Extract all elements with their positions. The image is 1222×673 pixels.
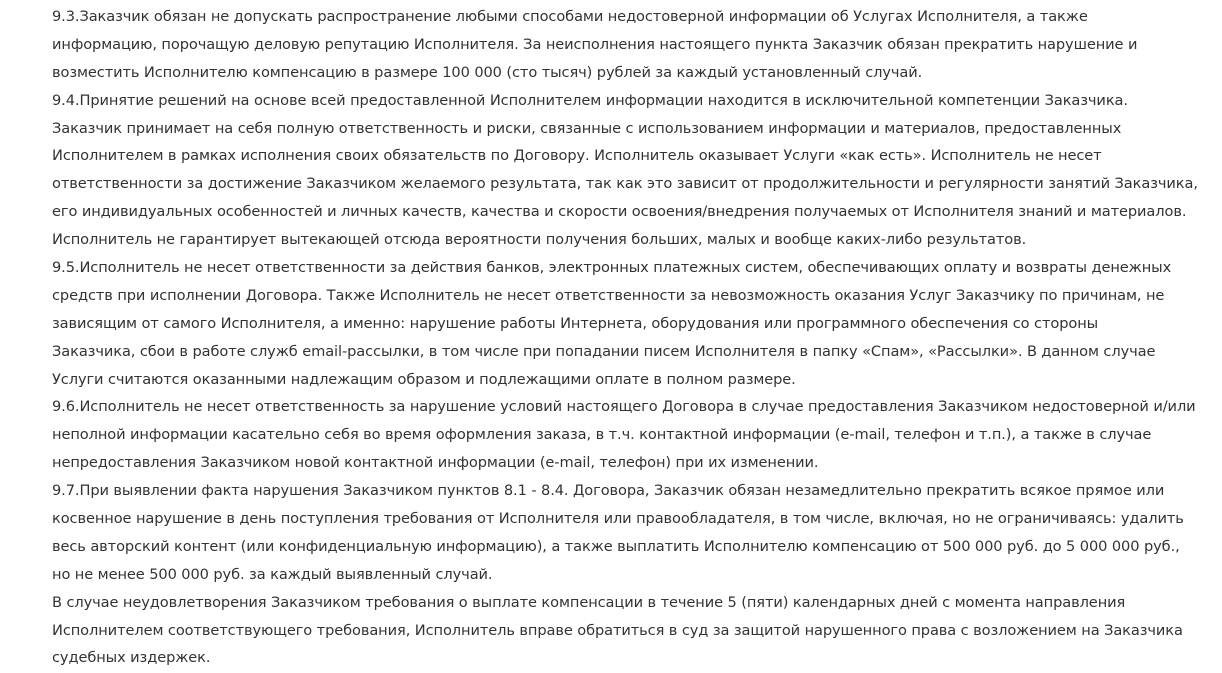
text-line: В случае неудовлетворения Заказчиком требования о выплате компенсации в течение 5 (пяти) календарных дней с момента направления xyxy=(52,593,1126,611)
text-line: 9.4.Принятие решений на основе всей предоставленной Исполнителем информации находится в исключительной компетенции Заказчика. xyxy=(52,91,1128,109)
text-line: судебных издержек. xyxy=(52,649,211,667)
text-line: весь авторский контент (или конфиденциальную информацию), а также выплатить Исполнителю компенсацию от 500 000 руб. до 5 000 000 руб., xyxy=(52,537,1180,555)
clause-9-3 xyxy=(52,3,1217,87)
contract-text xyxy=(52,3,1217,672)
text-line: Заказчика, сбои в работе служб email-рассылки, в том числе при попадании писем Исполнителя в папку «Спам», «Рассылки». В данном случае xyxy=(52,342,1156,360)
clause-9-7 xyxy=(52,477,1217,589)
text-line: 9.3.Заказчик обязан не допускать распространение любыми способами недостоверной информации об Услугах Исполнителя, а также xyxy=(52,8,1088,25)
clause-9-6 xyxy=(52,393,1217,477)
text-line: косвенное нарушение в день поступления требования от Исполнителя или правообладателя, в том числе, включая, но не ограничиваясь: удалить xyxy=(52,510,1184,528)
text-line: зависящим от самого Исполнителя, а именно: нарушение работы Интернета, оборудования или программного обеспечения со стороны xyxy=(52,314,1099,332)
text-line: 9.5.Исполнитель не несет ответственности за действия банков, электронных платежных систем, обеспечивающих оплату и возвраты денежных xyxy=(52,259,1172,277)
text-line: Исполнителем соответствующего требования, Исполнитель вправе обратиться в суд за защитой нарушенного права с возложением на Заказчика xyxy=(52,621,1183,639)
text-line: Исполнителем в рамках исполнения своих обязательств по Договору. Исполнитель оказывает Услуги «как есть». Исполнитель не несет xyxy=(52,147,1102,165)
text-line: ответственности за достижение Заказчиком желаемого результата, так как это зависит от продолжительности и регулярности занятий Заказчика, xyxy=(52,175,1198,193)
clause-9-4 xyxy=(52,87,1217,254)
text-line: Услуги считаются оказанными надлежащим образом и подлежащими оплате в полном размере. xyxy=(52,370,796,388)
text-line: Исполнитель не гарантирует вытекающей отсюда вероятности получения больших, малых и вообще каких-либо результатов. xyxy=(52,231,1027,249)
text-line: но не менее 500 000 руб. за каждый выявленный случай. xyxy=(52,565,493,583)
text-line: информацию, порочащую деловую репутацию Исполнителя. За неисполнения настоящего пункта Заказчик обязан прекратить нарушение и xyxy=(52,35,1138,53)
text-line: неполной информации касательно себя во время оформления заказа, в т.ч. контактной информации (e-mail, телефон и т.п.), а также в случае xyxy=(52,426,1152,444)
text-line: Заказчик принимает на себя полную ответственность и риски, связанные с использованием информации и материалов, предоставленных xyxy=(52,119,1122,137)
clause-9-5 xyxy=(52,254,1217,393)
clause-9-7-continued xyxy=(52,589,1217,673)
text-line: 9.6.Исполнитель не несет ответственность за нарушение условий настоящего Договора в случае предоставления Заказчиком недостоверной и/или xyxy=(52,398,1196,416)
text-line: возместить Исполнителю компенсацию в размере 100 000 (сто тысяч) рублей за каждый установленный случай. xyxy=(52,63,923,81)
text-line: средств при исполнении Договора. Также Исполнитель не несет ответственности за невозможность оказания Услуг Заказчику по причинам, не xyxy=(52,286,1165,304)
text-line: 9.7.При выявлении факта нарушения Заказчиком пунктов 8.1 - 8.4. Договора, Заказчик обязан незамедлительно прекратить всякое прямое или xyxy=(52,482,1165,500)
text-line: непредоставления Заказчиком новой контактной информации (e-mail, телефон) при их изменении. xyxy=(52,454,819,472)
text-line: его индивидуальных особенностей и личных качеств, качества и скорости освоения/внедрения получаемых от Исполнителя знаний и материалов. xyxy=(52,203,1187,221)
